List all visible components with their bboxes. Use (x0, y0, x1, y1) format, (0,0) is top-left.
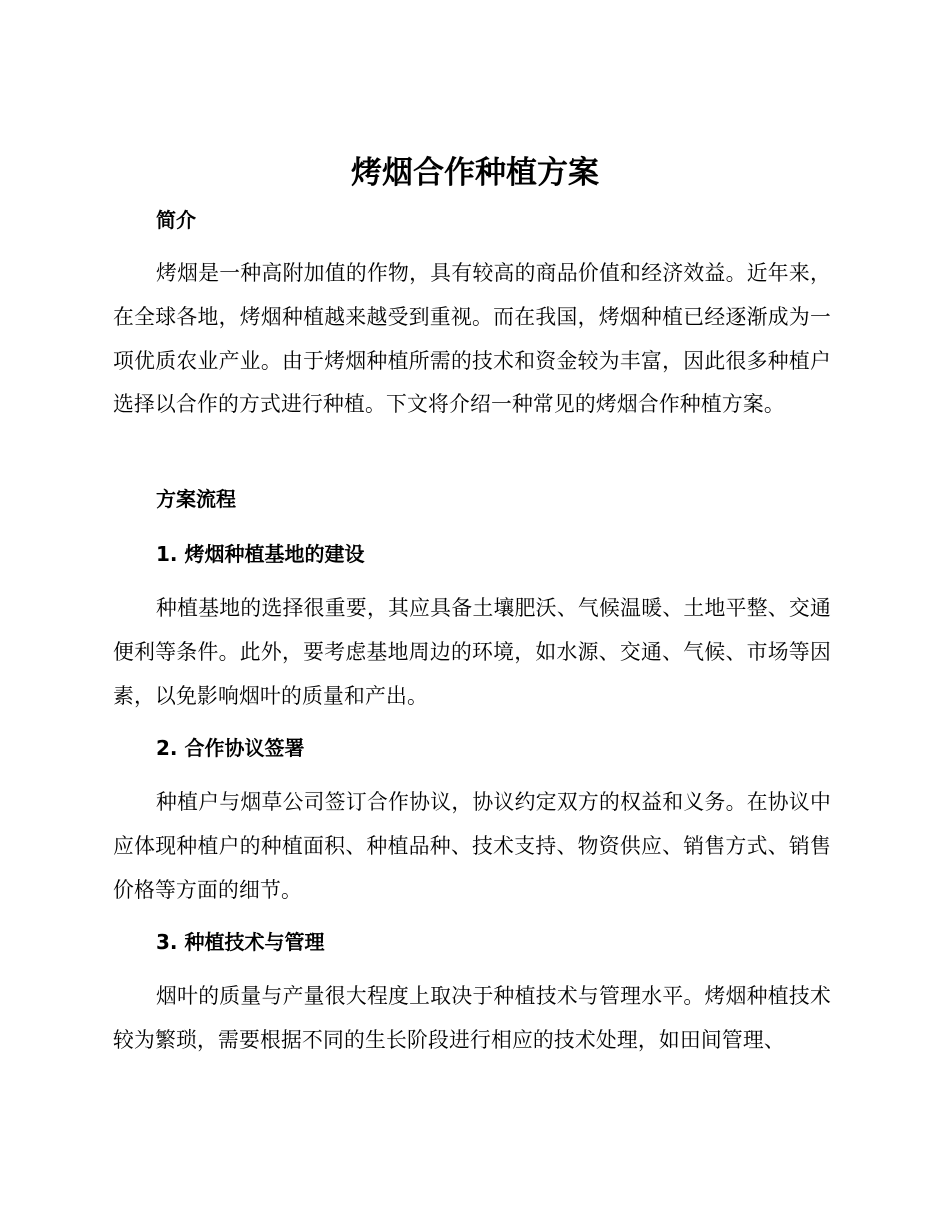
section-paragraph-agreement: 种植户与烟草公司签订合作协议，协议约定双方的权益和义务。在协议中应体现种植户的种植面积、种植品种、技术支持、物资供应、销售方式、销售价格等方面的细节。 (113, 790, 831, 902)
section-paragraph-base-construction: 种植基地的选择很重要，其应具备土壤肥沃、气候温暖、土地平整、交通便利等条件。此外，要考虑基地周边的环境，如水源、交通、气候、市场等因素，以免影响烟叶的质量和产出。 (113, 596, 831, 708)
section-heading-base-construction: 1. 烤烟种植基地的建设 (156, 542, 365, 566)
section-heading-agreement: 2. 合作协议签署 (156, 736, 305, 760)
section-heading-intro: 简介 (156, 208, 196, 232)
document-title: 烤烟合作种植方案 (351, 155, 599, 191)
section-paragraph-technique: 烟叶的质量与产量很大程度上取决于种植技术与管理水平。烤烟种植技术较为繁琐，需要根据不同的生长阶段进行相应的技术处理，如田间管理、 (113, 984, 831, 1052)
section-heading-process: 方案流程 (156, 487, 236, 511)
section-heading-technique: 3. 种植技术与管理 (156, 930, 325, 954)
section-paragraph-intro: 烤烟是一种高附加值的作物，具有较高的商品价值和经济效益。近年来，在全球各地，烤烟种植越来越受到重视。而在我国，烤烟种植已经逐渐成为一项优质农业产业。由于烤烟种植所需的技术和资金较为丰富，因此很多种植户选择以合作的方式进行种植。下文将介绍一种常见的烤烟合作种植方案。 (113, 261, 831, 417)
